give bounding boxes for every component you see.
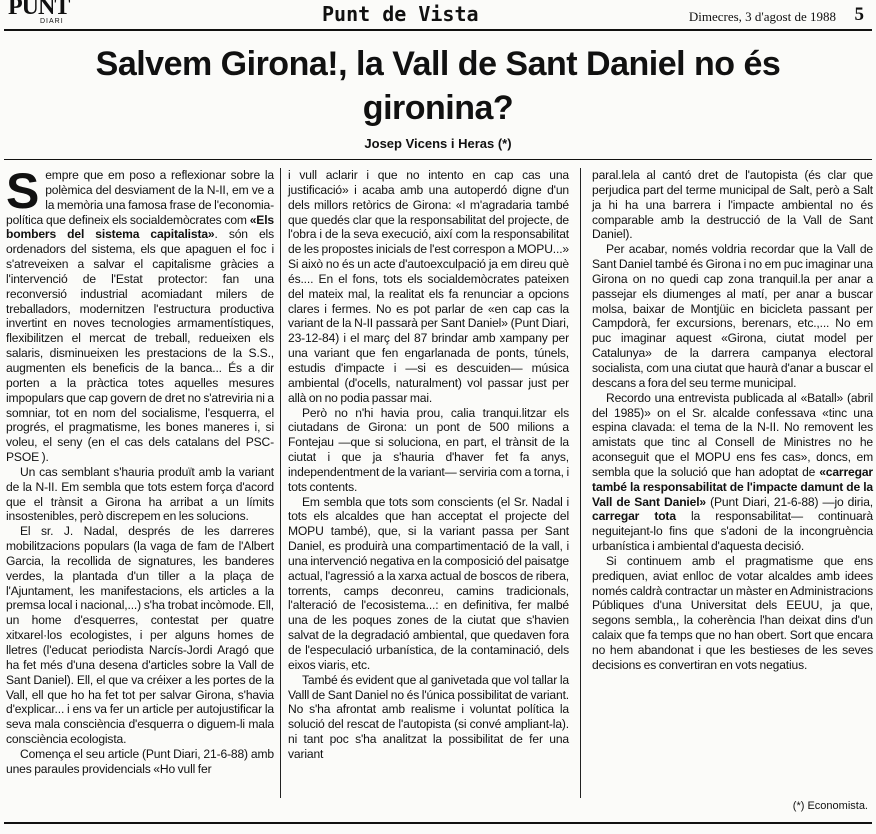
body-text: Un cas semblant s'hauria produït amb la variant de la N-II. Em sembla que tots estem força d'acord que el trànsit a Girona ha arribat a un límits insostenibles, però discrepem en les solucions. xyxy=(6,464,274,524)
body-text: Però no n'hi havia prou, calia tranqui.litzar els ciutadans de Girona: un pont de 500 milions a Fontejau —que si soluciona, en part, el trànsit de la ciutat i que ja s'hauria d'haver fet fa anys, independentment de la variant— serviria com a torna, i tots contents. xyxy=(288,405,569,494)
article-column-3 xyxy=(592,168,873,673)
body-text: També és evident que al ganivetada que vol tallar la Valll de Sant Daniel no és l'única possibilitat de variant. No s'ha afrontat amb realisme i voluntat política la solució del rescat de l'autopista (si convé ampliant-la). ni tant poc s'ha analitzat la possibilitat de fer una variant xyxy=(288,672,569,761)
emphasis-text: carregar tota xyxy=(592,509,676,524)
article-paragraph xyxy=(288,406,569,495)
column-divider xyxy=(280,168,281,798)
article-paragraph xyxy=(592,554,873,673)
section-title: Punt de Vista xyxy=(322,2,479,26)
body-text: Per acabar, només voldria recordar que la Vall de Sant Daniel també és Girona i no em puc imaginar una Girona on no quedi cap zona tranquil.la per anar a passejar els diumenges al matí, per anar a buscar molsa, baixar de Montjüic en bicicleta passant per Campdorà, fer excursions, berenars, etc.,... No em puc imaginar aquest «Girona, ciutat model per Catalunya» de la darrera campanya electoral socialista, com una ciutat que haurà d'anar a buscar el descans a fora del seu terme municipal. xyxy=(592,242,873,390)
body-text: Comença el seu article (Punt Diari, 21-6-88) amb unes paraules providencials «Ho vull fer xyxy=(6,746,274,776)
emphasis-text: «Els bombers del sistema capitalista» xyxy=(6,212,274,242)
body-text: Recordo una entrevista publicada al «Batall» (abril del 1985)» on el Sr. alcalde confessava «tinc una espina clavada: el tema de la N-II. No removent les amistats que tinc al Consell de Ministres no he aconseguit que el MOPU ens fes cas», doncs, em sembla que la solució que han adoptat de xyxy=(592,390,873,479)
issue-date: Dimecres, 3 d'agost de 1988 xyxy=(688,9,836,24)
byline-rule xyxy=(4,159,872,160)
header-rule xyxy=(4,29,872,31)
drop-cap: S xyxy=(6,163,40,219)
article-column-2 xyxy=(288,168,569,762)
body-text: Si continuem amb el pragmatisme que ens prediquen, aviat enlloc de votar alcaldes amb idees només caldrà contractar un màster en Administracions Públiques d'una Universitat dels EEUU, ja que, segons sembla,, la coherència l'han deixat dins d'un calaix que fa temps que no han obert. Sort que encara no hem abandonat i que les bestieses de les seves decisions es convertiran en vots negatius. xyxy=(592,553,873,672)
article-paragraph xyxy=(288,673,569,762)
newspaper-logo: PUNT xyxy=(8,0,70,20)
article-paragraph xyxy=(6,465,274,524)
article-paragraph xyxy=(6,747,274,777)
body-text: . són els ordenadors del sistema, els que apaguen el foc i s'atreveixen a salvar el capitalisme gràcies a l'intervenció de l'Estat protector: fan una reconversió industrial acomiadant milers de treballadors, modernitzen l'estructura productiva invertint en noves tecnologies armamentístiques, flexibilitzen el mercat de treball, redueixen els salaris, disminueixen les prestacions de la S.S., augmenten els beneficis de la banca... És a dir porten a la pràctica totes aquelles mesures impopulars que cap govern de dret no s'atreviria ni a somniar, tot en nom del socialisme, l'esquerra, el progrés, el pragmatisme, les bones maneres i, si voleu, el seny (en el cas dels catalans del PSC-PSOE ). xyxy=(6,227,274,465)
article-paragraph xyxy=(592,242,873,390)
emphasis-text: «carregar també la responsabilitat de l'impacte damunt de la Vall de Sant Daniel» xyxy=(592,464,873,509)
article-paragraph xyxy=(592,391,873,554)
footer-rule xyxy=(4,822,872,824)
body-text: i vull aclarir i que no intento en cap cas una justificació» i acaba amb una autoperdó digne d'un dels millors retòrics de Girona: «I m'agradaria també que quedés clar que la responsabilitat del projecte, de l'obra i de la seva execució, així com la responsabilitat de les propostes inicials de l'est correspon a MOPU...» Si això no és un acte d'autoexculpació ja em direu què és.... En el fons, tots els socialdemòcrates pateixen del mateix mal, la realitat els fa renunciar a opcions clares i fermes. No es pot parlar de «en cap cas la variant de la N-II passarà per Sant Daniel» (Punt Diari, 23-12-84) i el març del 87 brindar amb xampany per una variant que fen engarlanada de ponts, túnels, estudis d'impacte i —si es descuiden— música ambiental (d'ocells, naturalment) vol passar just per allà on no podia passar mai. xyxy=(288,168,569,405)
page-number: 5 xyxy=(854,4,864,25)
article-column-1 xyxy=(6,163,274,777)
body-text: paral.lela al cantó dret de l'autopista (és clar que perjudica part del terme municipal de Salt, però a Salt ja hi ha una barrera i l'impacte ambiental no és comparable amb la destrucció de la Vall de Sant Daniel). xyxy=(592,168,873,242)
article-paragraph xyxy=(6,524,274,747)
article-title: Salvem Girona!, la Vall de Sant Daniel no és gironina? xyxy=(95,45,781,127)
body-text: Em sembla que tots som conscients (el Sr. Nadal i tots els alcaldes que han acceptat el projecte del MOPU també), que, si la variant passa per Sant Daniel, es produirà una compartimentació de la vall, i una intervenció negativa en la composició del paisatge actual, l'agressió a la xarxa actual de boscos de ribera, torrents, camps deconreu, camins tradicionals, l'alteració de l'ecosistema...: en definitiva, fer malbé una de les poques zones de la ciutat que s'havien salvat de la degradació ambiental, que quedaven fora de l'especulació urbanística, de la contaminació, dels eixos viaris, etc. xyxy=(288,494,569,672)
body-text: la responsabilitat— continuarà neguitejant-lo fins que s'adoni de la incongruència urbanística i ambiental d'aquesta decisió. xyxy=(592,509,873,554)
body-text: empre que em poso a reflexionar sobre la polèmica del desviament de la N-II, em ve a la memòria una famosa frase de l'economia-política que defineix els socialdemòcrates com xyxy=(6,168,274,227)
article-byline: Josep Vicens i Heras (*) xyxy=(364,136,512,151)
article-paragraph xyxy=(6,163,274,465)
article-paragraph xyxy=(288,168,569,406)
newspaper-logo-subtitle: DIARI xyxy=(40,18,64,25)
article-paragraph xyxy=(288,495,569,673)
column-divider xyxy=(580,168,581,798)
author-footnote: (*) Economista. xyxy=(792,800,868,812)
body-text: (Punt Diari, 21-6-88) —jo diria, xyxy=(706,494,873,509)
body-text: El sr. J. Nadal, després de les darreres mobilitzacions populars (la vaga de fam de l'Albert Garcia, la recollida de signatures, les banderes verdes, la plantada d'un tiller a la plaça de l'Ajuntament, les manifestacions, els articles a la premsa local i nacional,...) s'ha trobat incòmode. Ell, un home d'esquerres, contestat per quatre xitxarel·los ecologistes, i per alguns homes de lletres (l'educat periodista Narcís-Jordi Aragó que ha fet més d'una desena d'articles sobre la Vall de Sant Daniel). Ell, el que va créixer a les portes de la Vall, ell que ho ha fet tot per salvar Girona, s'havia d'explicar... i ens va fer un article per autojustificar la seva mala consciència d'esquerra o diguem-li mala consciència ecologista. xyxy=(6,524,274,747)
article-paragraph xyxy=(592,168,873,242)
